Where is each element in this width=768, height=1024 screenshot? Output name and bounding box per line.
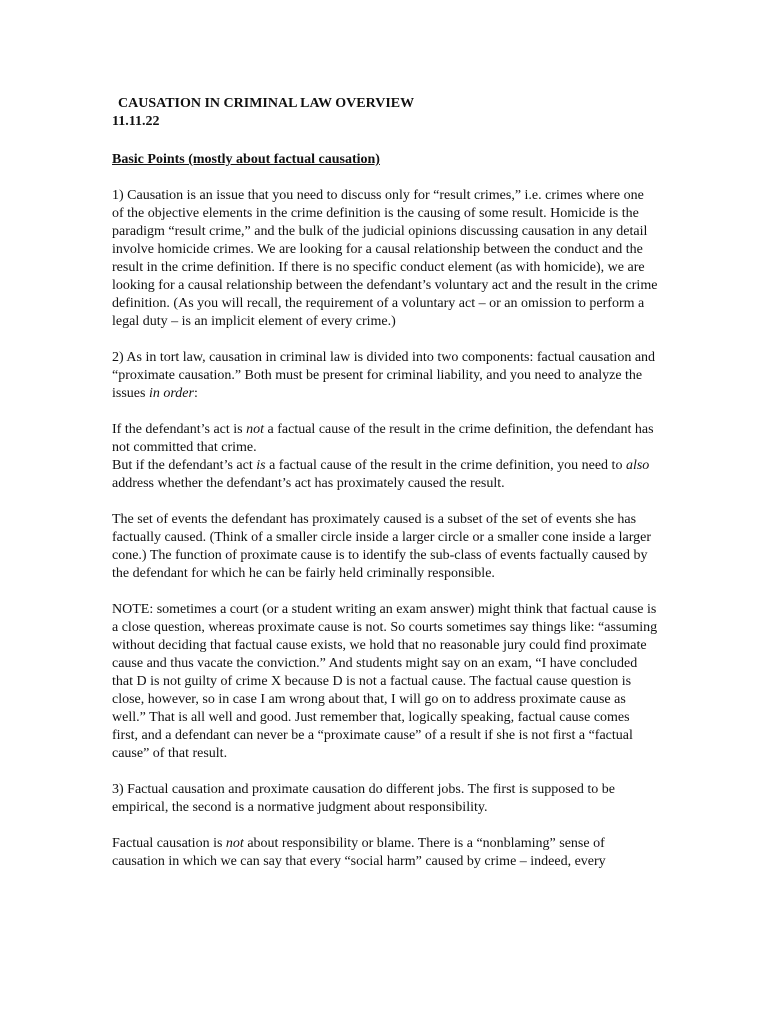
title-block bbox=[112, 95, 658, 131]
paragraph-7-text-1: Factual causation is bbox=[112, 836, 226, 851]
paragraph-3b-emphasis-1: is bbox=[256, 458, 266, 473]
paragraph-5-note: NOTE: sometimes a court (or a student writing an exam answer) might think that factual cause is a close question, whereas proximate cause is not. So courts sometimes say things like: “assuming without deciding that factual cause exists, we hold that no reasonable jury could find proximate cause and thus vacate the conviction.” And students might say on an exam, “I have concluded that D is not guilty of crime X because D is not a factual cause. The factual cause question is close, however, so in case I am wrong about that, I will go on to address proximate cause as well.” That is all well and good. Just remember that, logically speaking, factual cause comes first, and a defendant can never be a “proximate cause” of a result if she is not first a “factual cause” of that result. bbox=[112, 602, 658, 761]
paragraph-2-text: 2) As in tort law, causation in criminal law is divided into two components: factual causation and “proximate causation.” Both must be present for criminal liability, and you need to analyze the issues bbox=[112, 350, 656, 401]
paragraph-3a-text-2: a factual cause of the result in the crime definition, the defendant has not committed that crime. bbox=[112, 422, 654, 455]
document-date: 11.11.22 bbox=[112, 114, 160, 129]
paragraph-7-text-2: about responsibility or blame. There is a “nonblaming” sense of causation in which we can say that every “social harm” caused by crime – indeed, every bbox=[112, 836, 606, 869]
paragraph-3a bbox=[112, 421, 658, 457]
paragraph-2-end: : bbox=[193, 386, 198, 401]
paragraph-1: 1) Causation is an issue that you need to discuss only for “result crimes,” i.e. crimes where one of the objective elements in the crime definition is the causing of some result. Homicide is the paradigm “result crime,” and the bulk of the judicial opinions discussing causation in any detail involve homicide crimes. We are looking for a causal relationship between the conduct and the result in the crime definition. If there is no specific conduct element (as with homicide), we are looking for a causal relationship between the defendant’s voluntary act and the result in the crime definition. (As you will recall, the requirement of a voluntary act – or an omission to perform a legal duty – is an implicit element of every crime.) bbox=[112, 188, 658, 329]
paragraph-7-emphasis: not bbox=[225, 836, 244, 851]
paragraph-7 bbox=[112, 835, 658, 871]
paragraph-3b-text-1: But if the defendant’s act bbox=[112, 458, 257, 473]
paragraph-3a-text-1: If the defendant’s act is bbox=[112, 422, 247, 437]
paragraph-4: The set of events the defendant has proximately caused is a subset of the set of events she has factually caused. (Think of a smaller circle inside a larger circle or a smaller cone inside a larger cone.) The function of proximate cause is to identify the sub-class of events factually caused by the defendant for which he can be fairly held criminally responsible. bbox=[112, 512, 652, 581]
paragraph-2-emphasis: in order bbox=[148, 386, 194, 401]
paragraph-3b-text-3: address whether the defendant’s act has proximately caused the result. bbox=[112, 476, 505, 491]
document-body bbox=[112, 95, 658, 871]
paragraph-6: 3) Factual causation and proximate causation do different jobs. The first is supposed to be empirical, the second is a normative judgment about responsibility. bbox=[112, 782, 615, 815]
paragraph-2 bbox=[112, 349, 658, 403]
paragraph-3b-text-2: a factual cause of the result in the crime definition, you need to bbox=[265, 458, 626, 473]
paragraph-3a-emphasis: not bbox=[246, 422, 265, 437]
document-title: CAUSATION IN CRIMINAL LAW OVERVIEW bbox=[118, 96, 415, 111]
section-heading: Basic Points (mostly about factual causation) bbox=[112, 152, 380, 167]
paragraph-3b-emphasis-2: also bbox=[625, 458, 650, 473]
paragraph-3b bbox=[112, 457, 658, 493]
